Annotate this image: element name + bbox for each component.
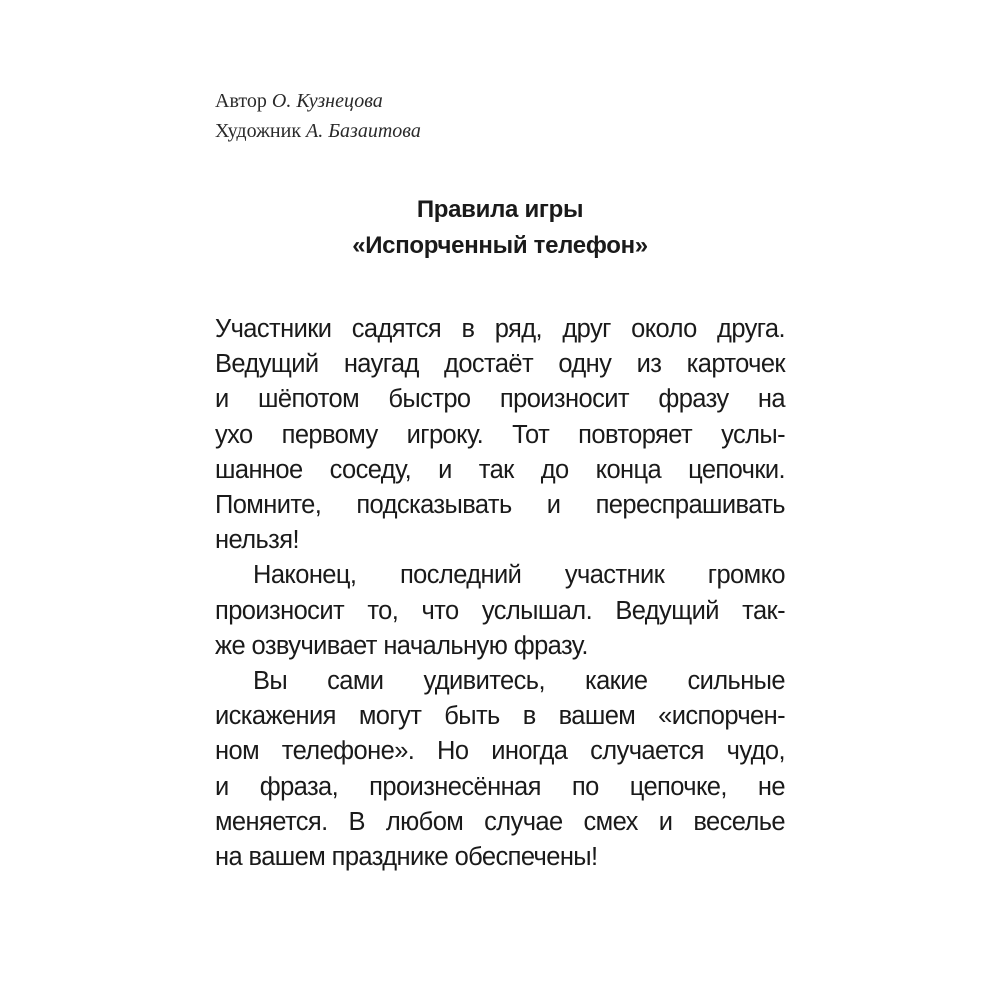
- text-line: меняется. В любом случае смех и веселье: [215, 807, 785, 836]
- text-line: произносит то, что услышал. Ведущий так-: [215, 596, 785, 625]
- title-line-2: «Испорченный телефон»: [352, 232, 648, 259]
- artist-credit: [215, 116, 421, 146]
- text-line: же озвучивает начальную фразу.: [215, 631, 588, 660]
- text-line: и шёпотом быстро произносит фразу на: [215, 385, 785, 414]
- author-credit: [215, 86, 421, 116]
- text-line: Вы сами удивитесь, какие сильные: [253, 667, 785, 696]
- artist-name: А. Базаитова: [306, 120, 421, 142]
- text-line: Ведущий наугад достаёт одну из карточек: [215, 350, 785, 379]
- artist-label: Художник: [215, 120, 302, 142]
- text-line: искажения могут быть в вашем «испорчен-: [215, 702, 785, 731]
- credits: [215, 86, 421, 146]
- text-line: нельзя!: [215, 526, 299, 555]
- page-title: [215, 192, 785, 264]
- text-line: ухо первому игроку. Тот повторяет услы-: [215, 420, 785, 449]
- text-line: Наконец, последний участник громко: [253, 561, 785, 590]
- author-name: О. Кузнецова: [271, 90, 383, 112]
- text-line: шанное соседу, и так до конца цепочки.: [215, 455, 785, 484]
- title-line-1: Правила игры: [416, 196, 584, 223]
- text-line: и фраза, произнесённая по цепочке, не: [215, 772, 785, 801]
- rules-text: [215, 312, 785, 875]
- text-line: Помните, подсказывать и переспрашивать: [215, 491, 785, 520]
- text-line: на вашем празднике обеспечены!: [215, 843, 598, 872]
- text-line: Участники садятся в ряд, друг около друга.: [215, 315, 785, 343]
- text-line: ном телефоне». Но иногда случается чудо,: [215, 737, 785, 766]
- author-label: Автор: [215, 90, 267, 112]
